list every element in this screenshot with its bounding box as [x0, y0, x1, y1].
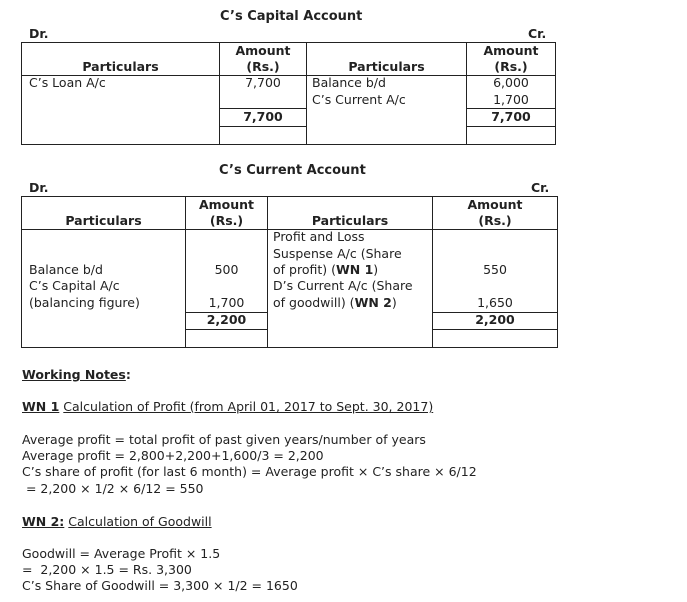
current-credit-total-rule [433, 329, 557, 330]
capital-debit-particulars-header: Particulars [82, 59, 159, 74]
current-debit-particulars-header: Particulars [65, 213, 142, 228]
wn2-reference: WN 2 [354, 295, 392, 310]
capital-center-divider [306, 42, 307, 145]
current-debit-item: (balancing figure) [29, 295, 140, 310]
wn2-label: WN 2: [22, 514, 65, 529]
current-credit-rs-header: (Rs.) [478, 213, 512, 228]
capital-dr-label: Dr. [29, 26, 49, 41]
wn1-reference: WN 1 [335, 262, 374, 277]
current-credit-text: of profit) ( [273, 262, 336, 277]
current-credit-item: Profit and Loss [273, 229, 365, 244]
current-credit-amount-header: Amount [467, 197, 523, 212]
wn1-title: Calculation of Profit (from April 01, 2017 to Sept. 30, 2017) [63, 399, 434, 414]
current-debit-total: 2,200 [206, 312, 247, 327]
capital-credit-total-rule [467, 126, 555, 127]
current-title: C’s Current Account [219, 163, 366, 178]
wn2-line: C’s Share of Goodwill = 3,300 × 1/2 = 1650 [22, 578, 298, 593]
capital-left-border [21, 42, 22, 145]
current-debit-item: Balance b/d [29, 262, 103, 277]
capital-credit-item: C’s Current A/c [312, 92, 406, 107]
current-debit-total-rule [186, 329, 267, 330]
capital-debit-total-rule [220, 126, 306, 127]
current-debit-amount: 1,700 [208, 295, 245, 310]
wn2-line: Goodwill = Average Profit × 1.5 [22, 546, 221, 561]
capital-credit-amount-header: Amount [483, 43, 539, 58]
wn1-line: Average profit = 2,800+2,200+1,600/3 = 2,200 [22, 448, 324, 463]
current-credit-text: ) [391, 295, 397, 310]
wn1-line: Average profit = total profit of past given years/number of years [22, 432, 426, 447]
current-debit-amount-header: Amount [198, 197, 255, 212]
current-credit-item: Suspense A/c (Share [273, 246, 402, 261]
wn2-line: = 2,200 × 1.5 = Rs. 3,300 [22, 562, 192, 577]
current-credit-item [273, 262, 378, 277]
working-notes-title: Working Notes [22, 367, 126, 382]
capital-debit-rs-header: (Rs.) [246, 59, 280, 74]
current-credit-amount: 1,650 [477, 295, 513, 310]
capital-credit-item: Balance b/d [312, 75, 386, 90]
working-notes-heading [22, 367, 131, 382]
current-credit-item: D’s Current A/c (Share [273, 278, 413, 293]
current-bottom-border [21, 347, 558, 348]
capital-debit-amount-header: Amount [235, 43, 291, 58]
capital-credit-total: 7,700 [491, 109, 531, 124]
working-notes-colon: : [125, 367, 131, 382]
current-credit-item [273, 295, 397, 310]
current-debit-item: C’s Capital A/c [29, 278, 120, 293]
capital-debit-total: 7,700 [243, 109, 283, 124]
capital-title: C’s Capital Account [220, 9, 363, 24]
current-credit-amount: 550 [483, 262, 507, 277]
current-credit-text: ) [373, 262, 379, 277]
capital-credit-particulars-header: Particulars [348, 59, 425, 74]
current-credit-particulars-header: Particulars [311, 213, 389, 228]
capital-bottom-border [21, 144, 556, 145]
wn2-title: Calculation of Goodwill [68, 514, 212, 529]
capital-debit-amount: 7,700 [245, 75, 281, 90]
capital-credit-rs-header: (Rs.) [494, 59, 528, 74]
current-right-border [557, 196, 558, 348]
wn1-heading [22, 399, 433, 414]
capital-credit-amount: 1,700 [493, 92, 529, 107]
capital-credit-amount: 6,000 [493, 75, 529, 90]
current-credit-text: of goodwill) ( [273, 295, 355, 310]
current-debit-amount: 500 [214, 262, 239, 277]
wn1-line: = 2,200 × 1/2 × 6/12 = 550 [22, 481, 204, 496]
current-credit-total: 2,200 [475, 312, 515, 327]
wn1-label: WN 1 [22, 399, 60, 414]
wn1-line: C’s share of profit (for last 6 month) = Average profit × C’s share × 6/12 [22, 464, 477, 479]
capital-cr-label: Cr. [528, 26, 547, 41]
current-dr-label: Dr. [29, 180, 49, 195]
capital-right-border [555, 42, 556, 145]
wn2-heading [22, 514, 212, 529]
current-debit-rs-header: (Rs.) [209, 213, 244, 228]
capital-debit-item: C’s Loan A/c [29, 75, 106, 90]
current-cr-label: Cr. [531, 180, 550, 195]
